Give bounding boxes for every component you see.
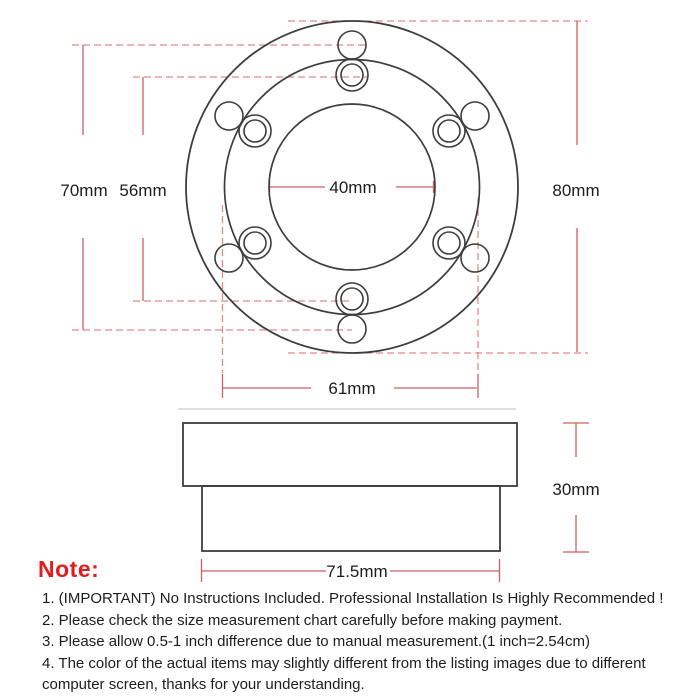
flange-side-view xyxy=(178,409,517,551)
side-view-top-plate xyxy=(183,423,517,486)
dim-label-71-5mm: 71.5mm xyxy=(326,562,388,581)
bolt-hole xyxy=(215,244,243,272)
dim-label-70mm: 70mm xyxy=(60,181,108,200)
side-view-base xyxy=(202,486,500,551)
bolt-hole xyxy=(215,102,243,130)
note-list xyxy=(42,588,687,696)
dim-label-61mm: 61mm xyxy=(328,379,376,398)
dim-label-80mm: 80mm xyxy=(552,181,600,200)
dim-label-40mm: 40mm xyxy=(329,178,377,197)
dim-label-30mm: 30mm xyxy=(552,480,600,499)
bolt-hole-inner-ring xyxy=(244,120,266,142)
note-item-3: 3. Please allow 0.5-1 inch difference due to manual measurement.(1 inch=2.54cm) xyxy=(42,633,590,650)
bolt-hole xyxy=(338,315,366,343)
dimension-labels xyxy=(60,178,599,581)
bolt-hole xyxy=(461,102,489,130)
note-item-2: 2. Please check the size measurement chart carefully before making payment. xyxy=(42,611,563,629)
dim-label-56mm: 56mm xyxy=(119,181,167,200)
bolt-hole-inner-ring xyxy=(341,288,363,310)
bolt-hole-inner-ring xyxy=(341,64,363,86)
note-item-4: 4. The color of the actual items may slightly different from the listing images due to different computer screen, thanks for your understanding. xyxy=(42,654,646,693)
note-item-1: 1. (IMPORTANT) No Instructions Included. Professional Installation Is Highly Recommended ! xyxy=(42,590,664,607)
note-title: Note: xyxy=(38,556,100,582)
bolt-hole xyxy=(461,244,489,272)
bolt-hole-inner-ring xyxy=(438,232,460,254)
bolt-hole-inner-ring xyxy=(244,232,266,254)
bolt-hole-inner-ring xyxy=(438,120,460,142)
